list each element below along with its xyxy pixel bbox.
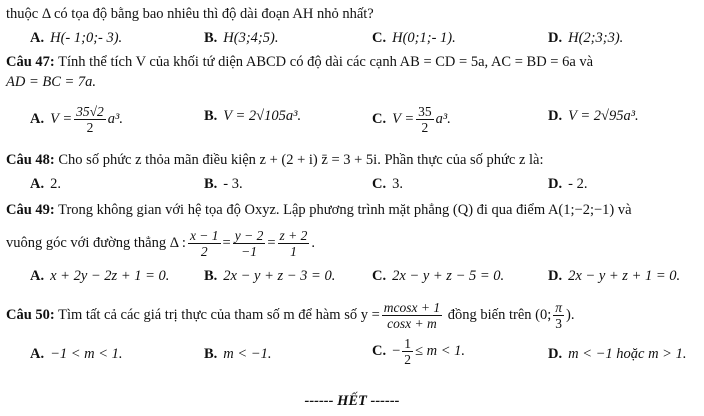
q50-option-b: B. m < −1.	[204, 346, 272, 362]
q48-option-b: B. - 3.	[204, 176, 243, 192]
q46-option-d: D. H(2;3;3).	[548, 30, 624, 46]
q47-option-c: C. V = $\frac{35}{2}$ a³.	[372, 104, 451, 135]
q50-stem: Câu 50: Tìm tất cả các giá trị thực của tham số m để hàm số y = $\frac{mcosx + 1}{\cos x + m}$ đồng biến trên (0; $\frac{\pi}{3}$ ).	[6, 300, 575, 331]
q48-option-d: D. - 2.	[548, 176, 588, 192]
q47-option-d: D. V = 2√95a³.	[548, 108, 639, 124]
q50-option-c: C. − $\frac{1}{2}$ ≤ m < 1.	[372, 336, 466, 367]
q50-option-a: A. −1 < m < 1.	[30, 346, 123, 362]
q47-option-b: B. V = 2√105a³.	[204, 108, 302, 124]
q49-option-a: A. x + 2y − 2z + 1 = 0.	[30, 268, 170, 284]
q46-stem-tail: thuộc Δ có tọa độ bằng bao nhiêu thì độ dài đoạn AH nhỏ nhất?	[6, 6, 374, 22]
q47-stem-2: AD = BC = 7a.	[6, 74, 97, 90]
q48-option-a: A. 2.	[30, 176, 61, 192]
q47-stem: Câu 47: Tính thể tích V của khối tứ diện ABCD có độ dài các cạnh AB = CD = 5a, AC = BD = 6a và	[6, 54, 594, 70]
q47-option-a: A. V = $\frac{35√2}{2}$ a³.	[30, 104, 124, 135]
q49-option-c: C. 2x − y + z − 5 = 0.	[372, 268, 505, 284]
end-marker: ------ HẾT ------	[304, 393, 400, 409]
q48-option-c: C. 3.	[372, 176, 403, 192]
q46-option-c: C. H(0;1;- 1).	[372, 30, 456, 46]
q49-stem-2: vuông góc với đường thẳng Δ : $\frac{x - 1}{2}$ = $\frac{y - 2}{-1}$ = $\frac{z + 2}{1}$ .	[6, 228, 316, 259]
q48-stem: Câu 48: Cho số phức z thỏa mãn điều kiện z + (2 + i) z̄ = 3 + 5i. Phần thực của số phức z là:	[6, 152, 544, 168]
q50-option-d: D. m < −1 hoặc m > 1.	[548, 346, 687, 362]
q49-option-b: B. 2x − y + z − 3 = 0.	[204, 268, 336, 284]
q49-option-d: D. 2x − y + z + 1 = 0.	[548, 268, 681, 284]
q49-stem: Câu 49: Trong không gian với hệ tọa độ Oxyz. Lập phương trình mặt phẳng (Q) đi qua điểm A(1;−2;−1) và	[6, 202, 632, 218]
q46-option-b: B. H(3;4;5).	[204, 30, 279, 46]
q46-option-a: A. H(- 1;0;- 3).	[30, 30, 123, 46]
